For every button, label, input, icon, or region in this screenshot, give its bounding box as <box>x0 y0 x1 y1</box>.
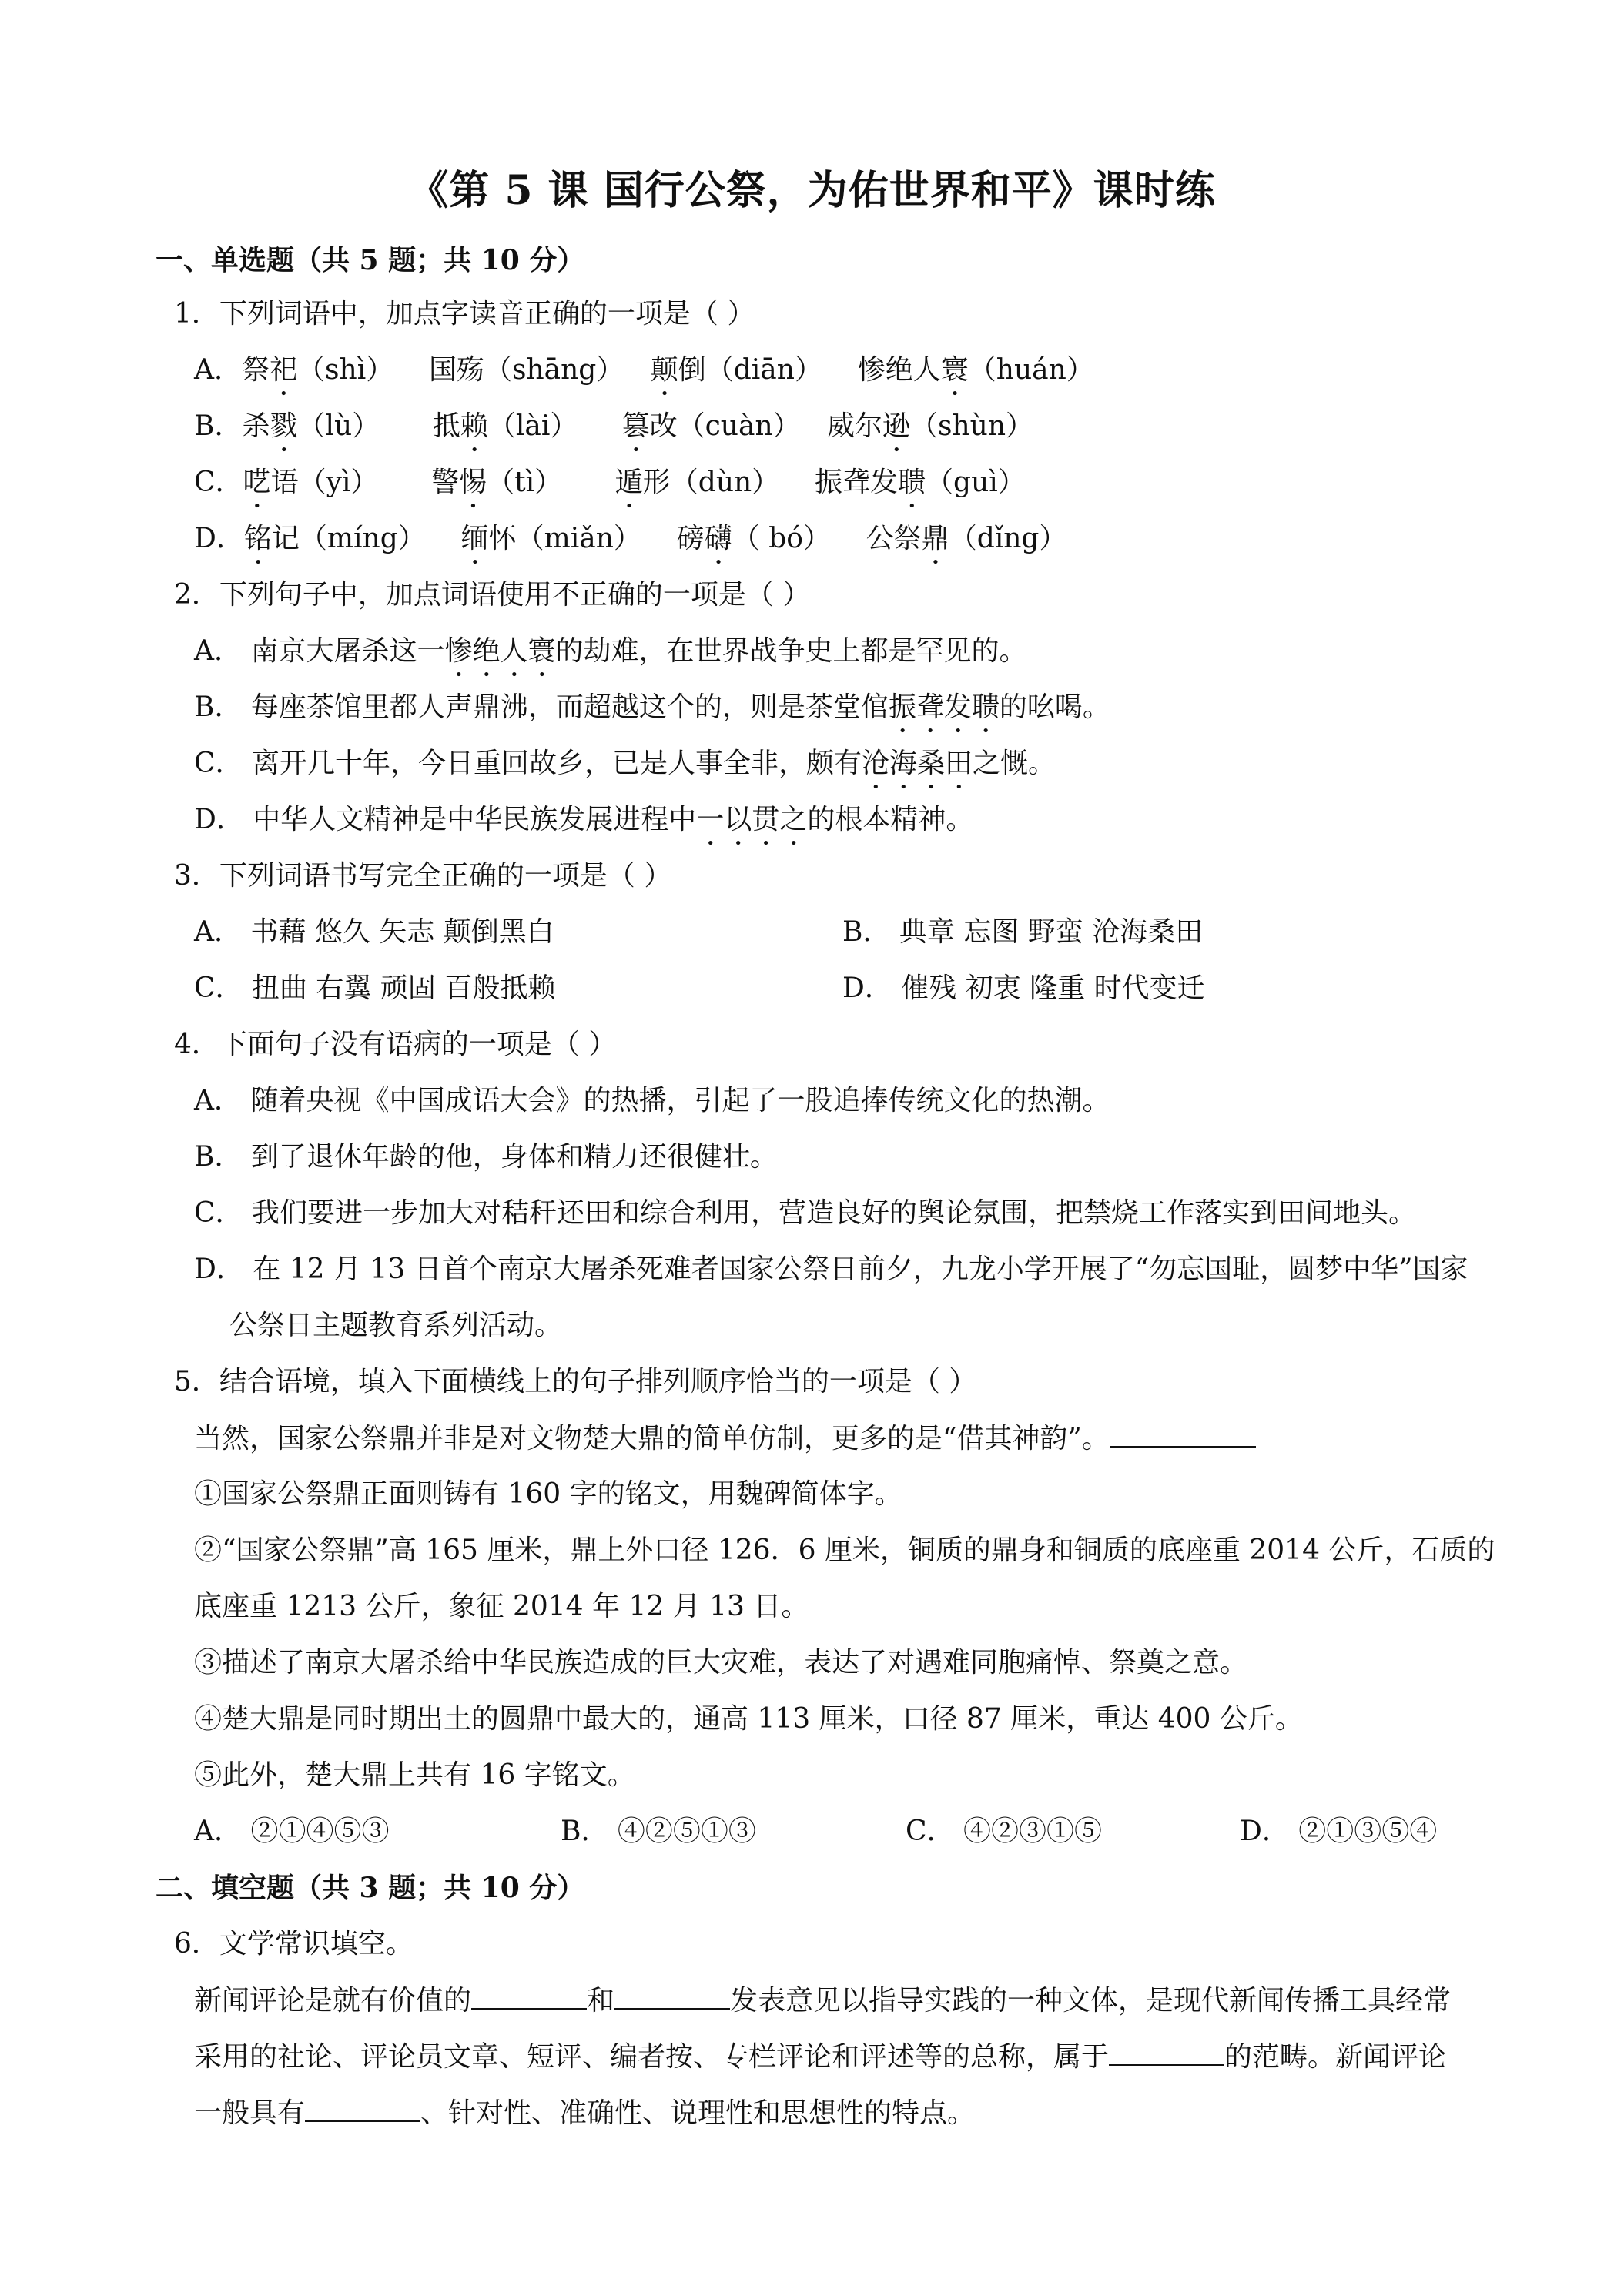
question-5-sentence-2-line1: ②“国家公祭鼎”高 165 厘米，鼎上外口径 126．6 厘米，铜质的鼎身和铜质的底座重 2014 公斤，石质的 <box>194 1535 1495 1566</box>
question-4-option-a: A． 随着央视《中国成语大会》的热播，引起了一股追捧传统文化的热潮。 <box>194 1085 1110 1116</box>
question-4-option-d-line2: 公祭日主题教育系列活动。 <box>229 1310 563 1341</box>
question-3-option-d: D． 催残 初衷 隆重 时代变迁 <box>842 972 1205 1004</box>
question-3-option-c: C． 扭曲 右翼 顽固 百般抵赖 <box>194 972 556 1004</box>
question-2-option-a: A． 南京大屠杀这一惨绝人寰的劫难，在世界战争史上都是罕见的。 <box>194 635 1027 667</box>
question-5-option-d: D． ②①③⑤④ <box>1240 1816 1438 1847</box>
question-5-option-c: C． ④②③①⑤ <box>906 1816 1102 1847</box>
question-6-stem: 6．文学常识填空。 <box>174 1928 414 1960</box>
question-5-option-b: B． ④②⑤①③ <box>561 1816 756 1847</box>
question-1-option-a: A．祭祀（shì） 国殇（shāng） 颠倒（diān） 惨绝人寰（huán） <box>194 354 1094 386</box>
question-6-line-1: 新闻评论是就有价值的 和 发表意见以指导实践的一种文体，是现代新闻传播工具经常 <box>194 1982 1451 2020</box>
question-3-stem: 3．下列词语书写完全正确的一项是（ ） <box>174 860 672 892</box>
question-1-option-c: C．呓语（yì） 警惕（tì） 遁形（dùn） 振聋发聩（guì） <box>194 467 1026 498</box>
question-2-option-b: B． 每座茶馆里都人声鼎沸，而超越这个的，则是茶堂倌振聋发聩的吆喝。 <box>194 691 1110 723</box>
question-3-option-b: B． 典章 忘图 野蛮 沧海桑田 <box>842 916 1204 948</box>
question-5-sentence-2-line2: 底座重 1213 公斤，象征 2014 年 12 月 13 日。 <box>194 1591 809 1622</box>
question-5-context: 当然，国家公祭鼎并非是对文物楚大鼎的简单仿制，更多的是“借其神韵”。 <box>194 1420 1256 1458</box>
question-4-option-d-line1: D． 在 12 月 13 日首个南京大屠杀死难者国家公祭日前夕，九龙小学开展了“勿忘国耻，圆梦中华”国家 <box>194 1253 1468 1285</box>
section-heading-single-choice: 一、单选题（共 5 题；共 10 分） <box>156 244 585 276</box>
question-6-line-2: 采用的社论、评论员文章、短评、编者按、专栏评论和评述等的总称，属于 的范畴。新闻评论 <box>194 2038 1446 2076</box>
answer-blank[interactable] <box>1110 1420 1256 1448</box>
question-5-sentence-4: ④楚大鼎是同时期出土的圆鼎中最大的，通高 113 厘米，口径 87 厘米，重达 400 公斤。 <box>194 1703 1303 1735</box>
question-1-stem: 1．下列词语中，加点字读音正确的一项是（ ） <box>174 298 755 330</box>
blank-3[interactable] <box>1109 2038 1224 2066</box>
blank-4[interactable] <box>305 2094 420 2122</box>
question-4-option-c: C． 我们要进一步加大对秸秆还田和综合利用，营造良好的舆论氛围，把禁烧工作落实到田间地头。 <box>194 1197 1416 1229</box>
question-4-stem: 4．下面句子没有语病的一项是（ ） <box>174 1029 617 1060</box>
question-5-option-a: A． ②①④⑤③ <box>194 1816 390 1847</box>
question-5-sentence-3: ③描述了南京大屠杀给中华民族造成的巨大灾难，表达了对遇难同胞痛悼、祭奠之意。 <box>194 1647 1248 1678</box>
question-4-option-b: B． 到了退休年龄的他，身体和精力还很健壮。 <box>194 1141 778 1173</box>
question-5-sentence-1: ①国家公祭鼎正面则铸有 160 字的铭文，用魏碑简体字。 <box>194 1478 902 1510</box>
question-3-option-a: A． 书藉 悠久 矢志 颠倒黑白 <box>194 916 554 948</box>
question-5-stem: 5．结合语境，填入下面横线上的句子排列顺序恰当的一项是（ ） <box>174 1366 977 1397</box>
blank-1[interactable] <box>471 1982 587 2010</box>
question-6-line-3: 一般具有 、针对性、准确性、说理性和思想性的特点。 <box>194 2094 975 2132</box>
question-1-option-b: B．杀戮（lù） 抵赖（lài） 篡改（cuàn） 威尔逊（shùn） <box>194 410 1034 442</box>
question-2-stem: 2．下列句子中，加点词语使用不正确的一项是（ ） <box>174 579 811 611</box>
question-1-option-d: D．铭记（míng） 缅怀（miǎn） 磅礴（ bó） 公祭鼎（dǐng） <box>194 523 1067 554</box>
question-2-option-d: D． 中华人文精神是中华民族发展进程中一以贯之的根本精神。 <box>194 804 974 835</box>
question-5-sentence-5: ⑤此外，楚大鼎上共有 16 字铭文。 <box>194 1759 635 1791</box>
question-2-option-c: C． 离开几十年，今日重回故乡，已是人事全非，颇有沧海桑田之慨。 <box>194 748 1056 779</box>
page-title: 《第 5 课 国行公祭，为佑世界和平》课时练 <box>408 167 1216 214</box>
section-heading-fill-blank: 二、填空题（共 3 题；共 10 分） <box>156 1872 585 1904</box>
blank-2[interactable] <box>614 1982 730 2010</box>
